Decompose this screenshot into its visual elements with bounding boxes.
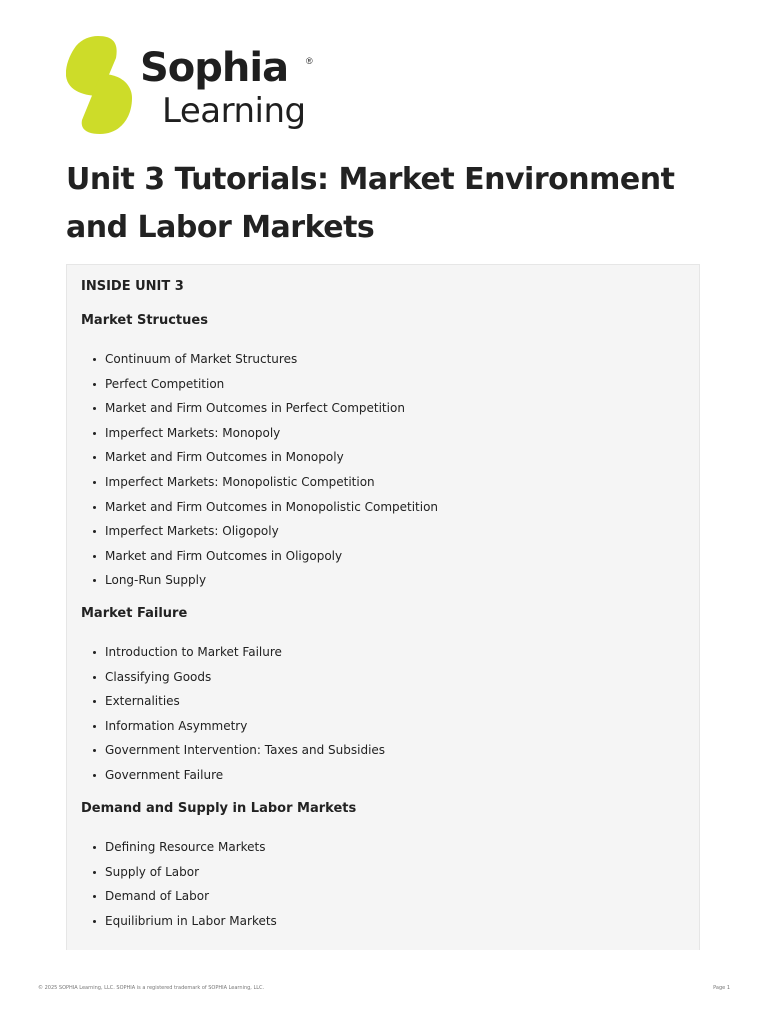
lesson-item[interactable]: Defining Resource Markets <box>91 835 277 860</box>
section-title: Market Failure <box>81 606 188 621</box>
lesson-list <box>91 347 438 593</box>
footer-copyright: © 2025 SOPHIA Learning, LLC. SOPHIA is a registered trademark of SOPHIA Learning, LLC. <box>38 985 265 991</box>
logo-wordmark-learning: Learning <box>162 91 306 131</box>
footer-page-number: Page 1 <box>713 985 730 991</box>
lesson-item[interactable]: Classifying Goods <box>91 665 385 690</box>
lesson-item[interactable]: Market and Firm Outcomes in Monopoly <box>91 445 438 470</box>
inside-unit-panel <box>66 264 700 950</box>
lesson-item[interactable]: Continuum of Market Structures <box>91 347 438 372</box>
lesson-item[interactable]: Government Failure <box>91 763 385 788</box>
lesson-list <box>91 640 385 788</box>
lesson-item[interactable]: Introduction to Market Failure <box>91 640 385 665</box>
inside-unit-heading: INSIDE UNIT 3 <box>81 279 184 294</box>
section-labor-markets <box>81 801 681 928</box>
section-market-failure <box>81 606 681 782</box>
lesson-item[interactable]: Supply of Labor <box>91 860 277 885</box>
logo-wordmark-sophia: Sophia <box>140 45 289 91</box>
lesson-list <box>91 835 277 933</box>
lesson-item[interactable]: Information Asymmetry <box>91 714 385 739</box>
lesson-item[interactable]: Government Intervention: Taxes and Subsidies <box>91 738 385 763</box>
section-title: Market Structues <box>81 313 208 328</box>
lesson-item[interactable]: Externalities <box>91 689 385 714</box>
lesson-item[interactable]: Market and Firm Outcomes in Perfect Competition <box>91 396 438 421</box>
page-title: Unit 3 Tutorials: Market Environment and Labor Markets <box>66 162 675 245</box>
lesson-item[interactable]: Imperfect Markets: Oligopoly <box>91 519 438 544</box>
lesson-item[interactable]: Long-Run Supply <box>91 568 438 593</box>
sophia-logo-icon <box>66 36 132 134</box>
registered-mark: ® <box>306 56 313 66</box>
lesson-item[interactable]: Imperfect Markets: Monopoly <box>91 421 438 446</box>
lesson-item[interactable]: Perfect Competition <box>91 372 438 397</box>
lesson-item[interactable]: Market and Firm Outcomes in Oligopoly <box>91 544 438 569</box>
section-market-structures <box>81 313 681 588</box>
sophia-learning-logo <box>66 36 336 136</box>
lesson-item[interactable]: Market and Firm Outcomes in Monopolistic Competition <box>91 495 438 520</box>
lesson-item[interactable]: Imperfect Markets: Monopolistic Competition <box>91 470 438 495</box>
section-title: Demand and Supply in Labor Markets <box>81 801 357 816</box>
lesson-item[interactable]: Equilibrium in Labor Markets <box>91 909 277 934</box>
lesson-item[interactable]: Demand of Labor <box>91 884 277 909</box>
